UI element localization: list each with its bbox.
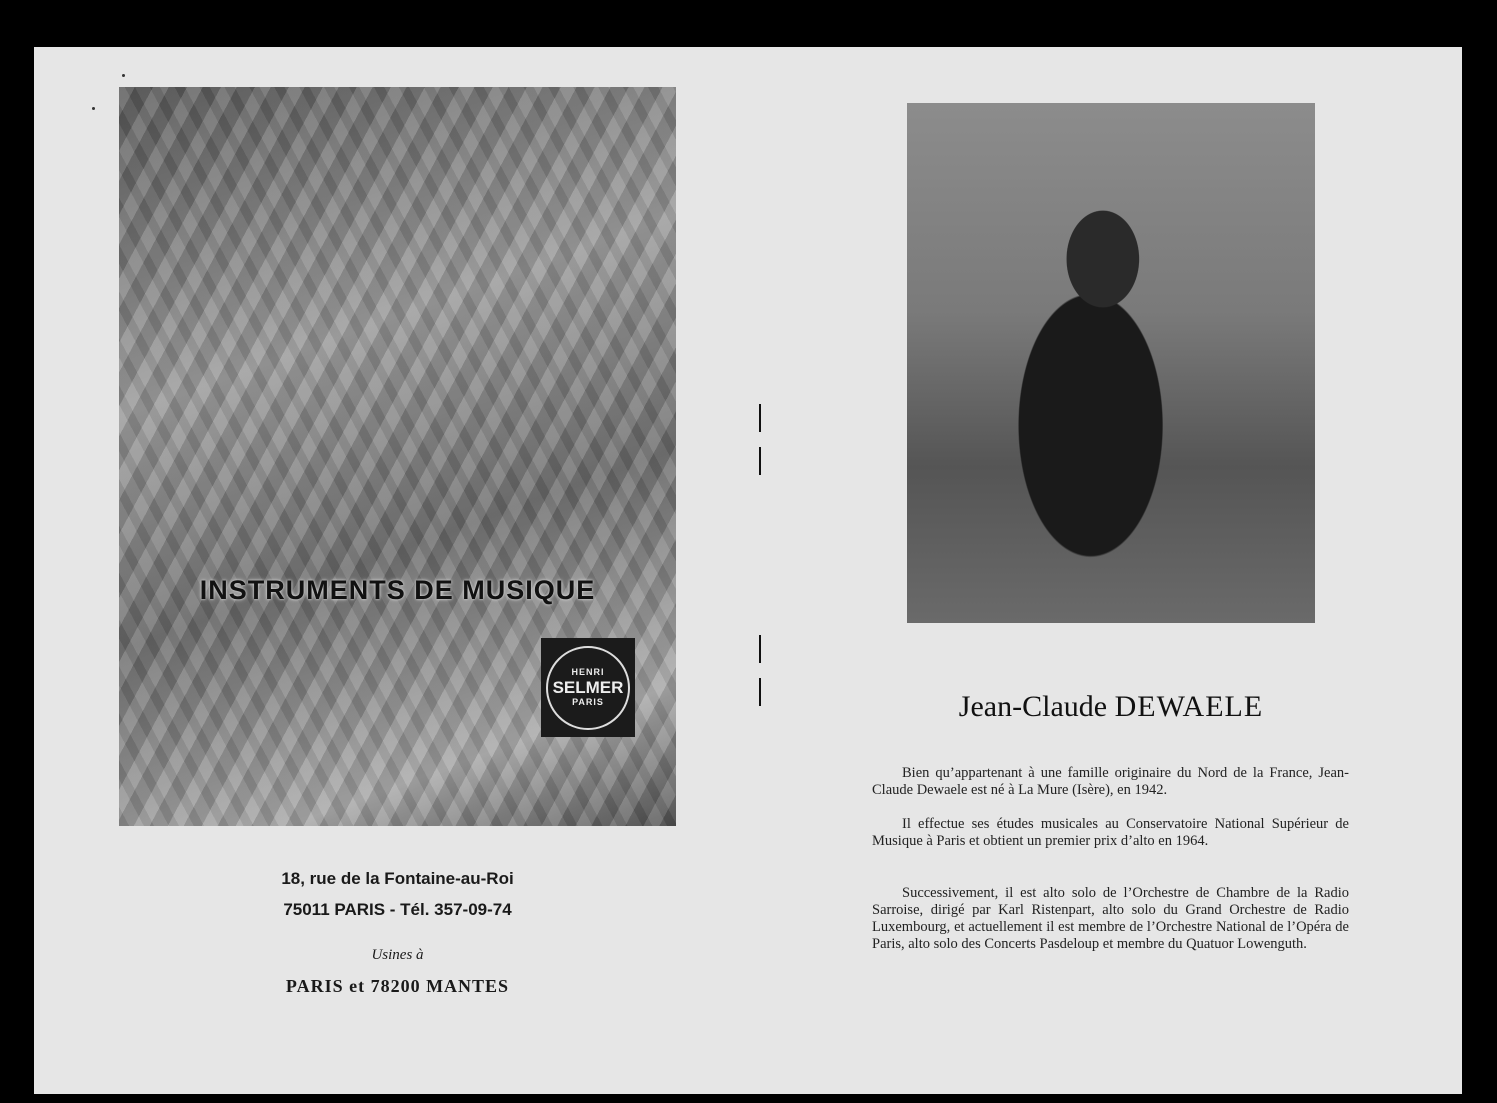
print-dot bbox=[92, 107, 95, 110]
address-line-2: 75011 PARIS - Tél. 357-09-74 bbox=[283, 900, 512, 919]
logo-top-text: HENRI bbox=[571, 667, 605, 677]
fold-mark bbox=[759, 447, 761, 475]
artist-last-name: DEWAELE bbox=[1114, 690, 1264, 723]
fold-mark bbox=[759, 678, 761, 706]
program-sheet bbox=[34, 47, 1462, 1094]
artist-first-name: Jean-Claude bbox=[958, 690, 1108, 723]
factories-locations: PARIS et 78200 MANTES bbox=[285, 976, 510, 996]
artist-name bbox=[907, 690, 1315, 724]
factories-label: Usines à bbox=[371, 947, 424, 963]
logo-brand-text: SELMER bbox=[552, 678, 624, 697]
print-dot bbox=[122, 74, 125, 77]
logo-ring bbox=[546, 646, 630, 730]
bio-paragraph: Il effectue ses études musicales au Conservatoire National Supérieur de Musique à Paris et obtient un premier prix d’alto en 1964. bbox=[872, 816, 1349, 849]
ad-heading: INSTRUMENTS DE MUSIQUE bbox=[199, 575, 596, 605]
logo-bottom-text: PARIS bbox=[572, 697, 604, 707]
fold-mark bbox=[759, 404, 761, 432]
bio-paragraph: Bien qu’appartenant à une famille originaire du Nord de la France, Jean-Claude Dewaele est né à La Mure (Isère), en 1942. bbox=[872, 765, 1349, 798]
instruments-photo bbox=[119, 87, 676, 826]
address-line-1: 18, rue de la Fontaine-au-Roi bbox=[281, 869, 514, 888]
bio-paragraph: Successivement, il est alto solo de l’Orchestre de Chambre de la Radio Sarroise, dirigé par Karl Ristenpart, alto solo du Grand Orchestre de Radio Luxembourg, et actuellement il est membre de l’Orchestre National de l’Opéra de Paris, alto solo des Concerts Pasdeloup et membre du Quatuor Lowenguth. bbox=[872, 885, 1349, 952]
selmer-logo bbox=[541, 638, 635, 737]
violinist-photo bbox=[907, 103, 1315, 623]
fold-mark bbox=[759, 635, 761, 663]
